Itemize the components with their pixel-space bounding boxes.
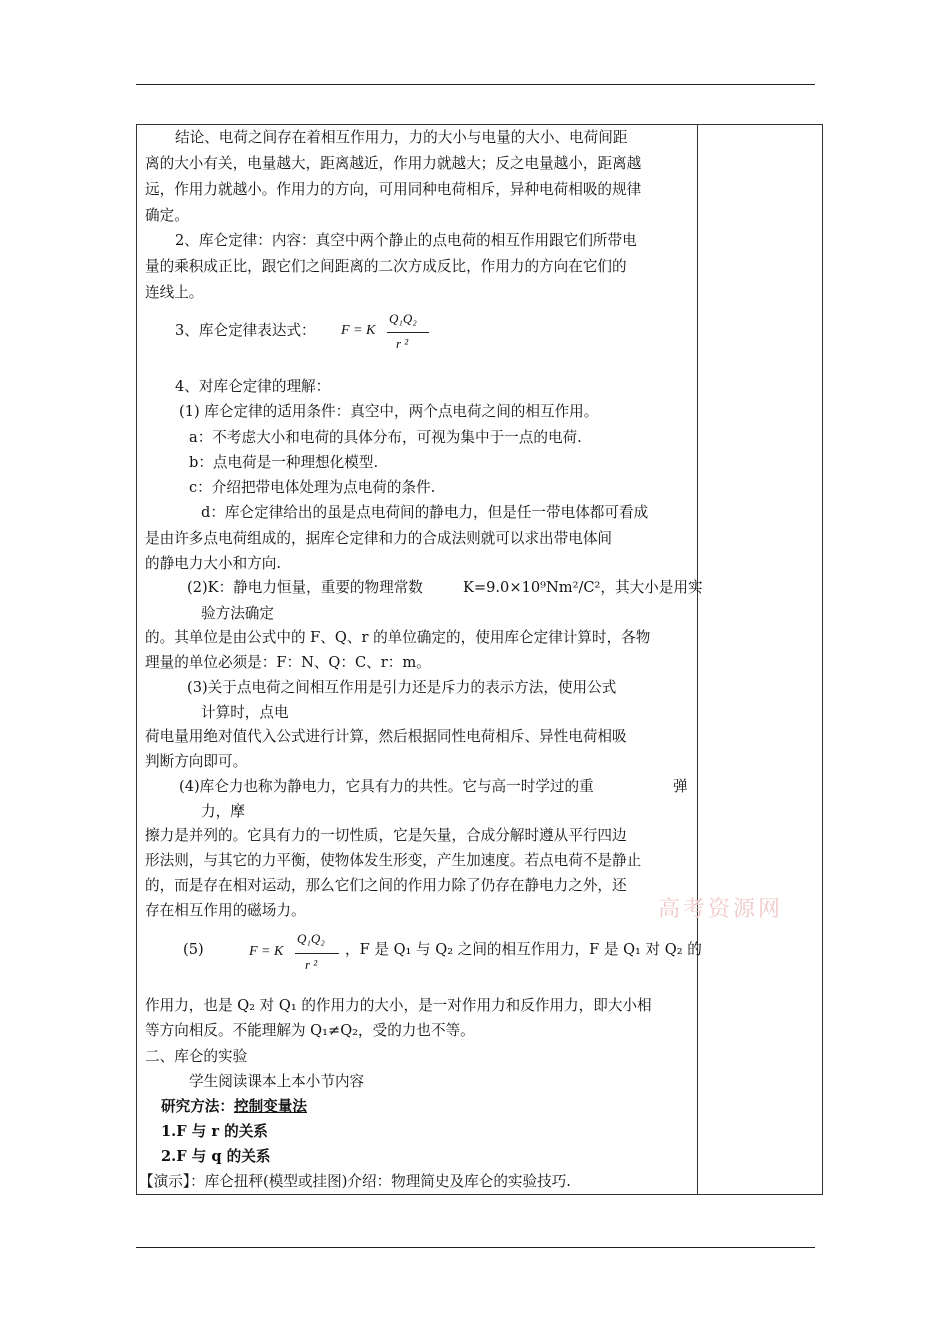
- item3-head: (3)关于点电荷之间相互作用是引力还是斥力的表示方法，使用公式: [187, 679, 617, 696]
- formula2-lhs: F = K: [249, 944, 284, 959]
- item5-tail-2: 等方向相反。不能理解为 Q₁≠Q₂，受的力也不等。: [145, 1022, 475, 1039]
- item5-tail-1: 作用力，也是 Q₂ 对 Q₁ 的作用力的大小，是一对作用力和反作用力，即大小相: [145, 997, 652, 1014]
- column-divider: [697, 125, 698, 1194]
- item3-continuation: 计算时，点电: [201, 704, 289, 721]
- item3-tail-1: 荷电量用绝对值代入公式进行计算，然后根据同性电荷相斥、异性电荷相吸: [145, 728, 627, 745]
- condition-a: a：不考虑大小和电荷的具体分布，可视为集中于一点的电荷.: [189, 429, 582, 446]
- relation-1: 1.F 与 r 的关系: [161, 1123, 268, 1140]
- item2-tail-1: 的。其单位是由公式中的 F、Q、r 的单位确定的，使用库仑定律计算时，各物: [145, 629, 651, 646]
- item2-continuation: 验方法确定: [201, 605, 274, 622]
- condition-c: c：介绍把带电体处理为点电荷的条件.: [189, 479, 436, 496]
- method-label: 研究方法：: [161, 1098, 234, 1115]
- item5-label: (5): [183, 941, 204, 958]
- item5-after: ，F 是 Q₁ 与 Q₂ 之间的相互作用力，F 是 Q₁ 对 Q₂ 的: [345, 941, 702, 958]
- item4-head: (4)库仑力也称为静电力，它具有力的共性。它与高一时学过的重: [179, 778, 594, 795]
- method-value: 控制变量法: [233, 1098, 307, 1115]
- formula2-denominator: r ²: [305, 957, 318, 972]
- condition-title: (1) 库仑定律的适用条件：真空中，两个点电荷之间的相互作用。: [179, 403, 599, 420]
- demo-line: 【演示】：库仑扭秤(模型或挂图)介绍：物理简史及库仑的实验技巧.: [139, 1173, 571, 1190]
- read-instruction: 学生阅读课本上本小节内容: [189, 1073, 365, 1090]
- watermark: 高考资源网: [658, 897, 784, 922]
- para1-line-4: 确定。: [145, 207, 189, 224]
- fraction-bar-2: [295, 953, 339, 954]
- condition-d-line-2: 是由许多点电荷组成的，据库仑定律和力的合成法则就可以求出带电体间: [145, 530, 613, 547]
- item4-continuation: 力，摩: [201, 803, 245, 820]
- para2-line-2: 量的乘积成正比，跟它们之间距离的二次方成反比，作用力的方向在它们的: [145, 258, 627, 275]
- condition-b: b：点电荷是一种理想化模型.: [189, 454, 379, 471]
- lesson-table: [136, 124, 823, 1195]
- item4-tail-2: 形法则，与其它的力平衡，使物体发生形变，产生加速度。若点电荷不是静止: [145, 852, 642, 869]
- expression-label: 3、库仑定律表达式：: [175, 322, 316, 339]
- coulomb-formula-2: [249, 931, 345, 977]
- footer-rule: [136, 1247, 815, 1248]
- item2-value: K=9.0×10⁹Nm²/C²，其大小是用实: [463, 579, 703, 596]
- formula2-numerator: Q₁Q₂: [297, 931, 325, 946]
- coulomb-formula: [341, 311, 461, 357]
- item2-head: (2)K：静电力恒量，重要的物理常数: [187, 579, 423, 596]
- formula-denominator: r ²: [396, 336, 409, 351]
- item4-head-end: 弹: [673, 778, 688, 795]
- para1-line-2: 离的大小有关，电量越大，距离越近，作用力就越大；反之电量越小，距离越: [145, 155, 642, 172]
- para1-line-1: 结论、电荷之间存在着相互作用力，力的大小与电量的大小、电荷间距: [175, 129, 628, 146]
- item3-tail-2: 判断方向即可。: [145, 753, 248, 770]
- item2-tail-2: 理量的单位必须是：F：N、Q：C、r：m。: [145, 654, 431, 671]
- item4-tail-4: 存在相互作用的磁场力。: [145, 902, 306, 919]
- condition-d-line-1: d：库仑定律给出的虽是点电荷间的静电力，但是任一带电体都可看成: [201, 504, 649, 521]
- para2-line-3: 连线上。: [145, 284, 204, 301]
- para2-line-1: 2、库仑定律：内容：真空中两个静止的点电荷的相互作用跟它们所带电: [175, 232, 637, 249]
- para1-line-3: 远，作用力就越小。作用力的方向，可用同种电荷相斥，异种电荷相吸的规律: [145, 181, 642, 198]
- fraction-bar: [387, 332, 429, 333]
- research-method: [161, 1097, 307, 1117]
- item4-tail-3: 的，而是存在相对运动，那么它们之间的作用力除了仍存在静电力之外，还: [145, 877, 627, 894]
- formula-lhs: F = K: [341, 323, 376, 338]
- understanding-title: 4、对库仑定律的理解：: [175, 378, 331, 395]
- header-rule: [136, 84, 815, 85]
- formula-numerator: Q₁Q₂: [389, 311, 417, 326]
- relation-2: 2.F 与 q 的关系: [161, 1148, 271, 1165]
- item4-tail-1: 擦力是并列的。它具有力的一切性质，它是矢量，合成分解时遵从平行四边: [145, 827, 627, 844]
- section2-title: 二、库仑的实验: [145, 1048, 248, 1065]
- condition-d-line-3: 的静电力大小和方向.: [145, 555, 281, 572]
